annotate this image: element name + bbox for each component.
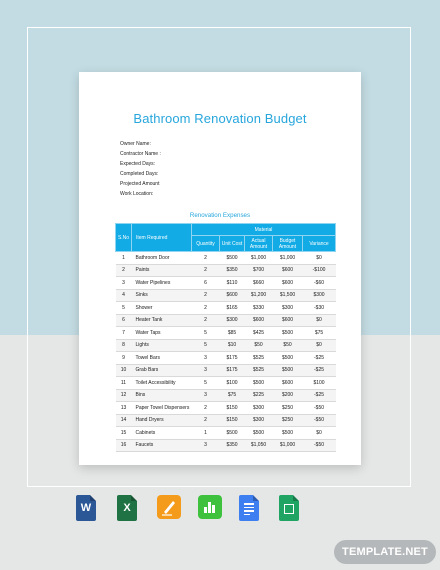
cell-item: Paper Towel Dispensers <box>132 402 192 415</box>
cell-budget-amount: $250 <box>273 402 303 415</box>
cell-item: Shower <box>132 302 192 315</box>
cell-sno: 1 <box>116 252 132 265</box>
expected-days-field: Expected Days: <box>120 161 156 167</box>
cell-sno: 6 <box>116 314 132 327</box>
cell-quantity: 2 <box>192 264 220 277</box>
cell-quantity: 5 <box>192 327 220 340</box>
table-body <box>116 252 336 452</box>
cell-item: Towel Bars <box>132 352 192 365</box>
cell-budget-amount: $250 <box>273 414 303 427</box>
cell-sno: 13 <box>116 402 132 415</box>
cell-actual-amount: $660 <box>245 277 273 290</box>
cell-item: Toilet Accessibility <box>132 377 192 390</box>
cell-item: Bathroom Door <box>132 252 192 265</box>
cell-quantity: 3 <box>192 389 220 402</box>
cell-quantity: 5 <box>192 339 220 352</box>
cell-sno: 7 <box>116 327 132 340</box>
table-row <box>116 414 336 427</box>
table-row <box>116 314 336 327</box>
cell-item: Sinks <box>132 289 192 302</box>
cell-variance: -$50 <box>303 439 336 452</box>
cell-budget-amount: $500 <box>273 327 303 340</box>
table-row <box>116 402 336 415</box>
cell-unit-cost: $85 <box>220 327 245 340</box>
word-icon[interactable]: W <box>76 495 96 521</box>
cell-item: Hand Dryers <box>132 414 192 427</box>
cell-actual-amount: $1,200 <box>245 289 273 302</box>
cell-unit-cost: $350 <box>220 439 245 452</box>
cell-sno: 5 <box>116 302 132 315</box>
table-row <box>116 439 336 452</box>
header-actual-amount: Actual Amount <box>245 236 273 252</box>
header-item: Item Required <box>132 224 192 252</box>
cell-quantity: 3 <box>192 439 220 452</box>
cell-unit-cost: $165 <box>220 302 245 315</box>
cell-unit-cost: $350 <box>220 264 245 277</box>
table-row <box>116 264 336 277</box>
cell-variance: -$50 <box>303 402 336 415</box>
cell-variance: -$25 <box>303 364 336 377</box>
cell-budget-amount: $600 <box>273 264 303 277</box>
cell-variance: -$100 <box>303 264 336 277</box>
cell-budget-amount: $500 <box>273 364 303 377</box>
header-variance: Variance <box>303 236 336 252</box>
cell-unit-cost: $600 <box>220 289 245 302</box>
table-row <box>116 364 336 377</box>
cell-budget-amount: $600 <box>273 314 303 327</box>
cell-budget-amount: $600 <box>273 377 303 390</box>
owner-name-field: Owner Name: <box>120 141 151 147</box>
cell-item: Faucets <box>132 439 192 452</box>
cell-sno: 16 <box>116 439 132 452</box>
cell-quantity: 6 <box>192 277 220 290</box>
cell-variance: $0 <box>303 314 336 327</box>
header-material-group: Material <box>192 224 336 236</box>
cell-item: Paints <box>132 264 192 277</box>
cell-variance: -$30 <box>303 302 336 315</box>
contractor-name-field: Contractor Name : <box>120 151 161 157</box>
cell-actual-amount: $500 <box>245 377 273 390</box>
table-row <box>116 352 336 365</box>
cell-actual-amount: $300 <box>245 414 273 427</box>
cell-budget-amount: $300 <box>273 302 303 315</box>
cell-actual-amount: $600 <box>245 314 273 327</box>
cell-quantity: 3 <box>192 364 220 377</box>
numbers-icon[interactable] <box>198 495 222 519</box>
cell-item: Water Taps <box>132 327 192 340</box>
cell-sno: 14 <box>116 414 132 427</box>
cell-unit-cost: $175 <box>220 352 245 365</box>
cell-sno: 12 <box>116 389 132 402</box>
table-row <box>116 277 336 290</box>
cell-budget-amount: $200 <box>273 389 303 402</box>
cell-sno: 11 <box>116 377 132 390</box>
template-net-badge[interactable]: TEMPLATE.NET <box>334 540 436 564</box>
table-row <box>116 427 336 440</box>
table-row <box>116 389 336 402</box>
table-row <box>116 327 336 340</box>
cell-item: Water Pipelines <box>132 277 192 290</box>
cell-quantity: 2 <box>192 252 220 265</box>
cell-quantity: 3 <box>192 352 220 365</box>
cell-sno: 3 <box>116 277 132 290</box>
cell-quantity: 2 <box>192 302 220 315</box>
cell-unit-cost: $150 <box>220 414 245 427</box>
cell-actual-amount: $525 <box>245 352 273 365</box>
cell-unit-cost: $500 <box>220 252 245 265</box>
cell-unit-cost: $110 <box>220 277 245 290</box>
cell-actual-amount: $700 <box>245 264 273 277</box>
info-fields <box>120 139 161 199</box>
table-row <box>116 377 336 390</box>
cell-sno: 4 <box>116 289 132 302</box>
table-row <box>116 252 336 265</box>
cell-budget-amount: $500 <box>273 427 303 440</box>
document-title: Bathroom Renovation Budget <box>133 111 307 126</box>
excel-icon[interactable]: X <box>117 495 137 521</box>
pen-glyph <box>157 495 181 519</box>
cell-unit-cost: $100 <box>220 377 245 390</box>
cell-variance: -$25 <box>303 352 336 365</box>
table-row <box>116 339 336 352</box>
cell-variance: $300 <box>303 289 336 302</box>
cell-sno: 2 <box>116 264 132 277</box>
table-row <box>116 289 336 302</box>
cell-unit-cost: $150 <box>220 402 245 415</box>
cell-unit-cost: $75 <box>220 389 245 402</box>
table-row <box>116 302 336 315</box>
cell-actual-amount: $500 <box>245 427 273 440</box>
header-sno: S.No <box>116 224 132 252</box>
cell-actual-amount: $525 <box>245 364 273 377</box>
cell-budget-amount: $50 <box>273 339 303 352</box>
cell-item: Grab Bars <box>132 364 192 377</box>
cell-quantity: 2 <box>192 414 220 427</box>
cell-variance: $75 <box>303 327 336 340</box>
header-quantity: Quantity <box>192 236 220 252</box>
google-docs-icon[interactable] <box>239 495 259 521</box>
cell-budget-amount: $1,000 <box>273 439 303 452</box>
app-icon-row <box>0 495 440 525</box>
cell-sno: 9 <box>116 352 132 365</box>
cell-sno: 15 <box>116 427 132 440</box>
expenses-table <box>115 223 336 452</box>
cell-variance: -$60 <box>303 277 336 290</box>
cell-quantity: 5 <box>192 377 220 390</box>
cell-actual-amount: $1,000 <box>245 252 273 265</box>
cell-actual-amount: $1,050 <box>245 439 273 452</box>
cell-actual-amount: $425 <box>245 327 273 340</box>
work-location-field: Work Location: <box>120 191 154 197</box>
document-page <box>79 72 361 465</box>
cell-variance: $0 <box>303 252 336 265</box>
cell-quantity: 2 <box>192 402 220 415</box>
completed-days-field: Completed Days: <box>120 171 159 177</box>
section-title: Renovation Expenses <box>189 212 251 219</box>
cell-sno: 8 <box>116 339 132 352</box>
cell-actual-amount: $330 <box>245 302 273 315</box>
cell-variance: $100 <box>303 377 336 390</box>
cell-unit-cost: $300 <box>220 314 245 327</box>
cell-budget-amount: $500 <box>273 352 303 365</box>
cell-unit-cost: $500 <box>220 427 245 440</box>
cell-sno: 10 <box>116 364 132 377</box>
cell-unit-cost: $10 <box>220 339 245 352</box>
cell-budget-amount: $600 <box>273 277 303 290</box>
cell-actual-amount: $300 <box>245 402 273 415</box>
cell-variance: $0 <box>303 427 336 440</box>
projected-amount-field: Projected Amount <box>120 181 160 187</box>
cell-item: Bins <box>132 389 192 402</box>
cell-variance: $0 <box>303 339 336 352</box>
header-budget-amount: Budget Amount <box>273 236 303 252</box>
cell-unit-cost: $175 <box>220 364 245 377</box>
cell-item: Lights <box>132 339 192 352</box>
cell-quantity: 2 <box>192 314 220 327</box>
google-sheets-icon[interactable] <box>279 495 299 521</box>
cell-actual-amount: $50 <box>245 339 273 352</box>
header-unit-cost: Unit Cost <box>220 236 245 252</box>
cell-variance: -$25 <box>303 389 336 402</box>
cell-item: Heater Tank <box>132 314 192 327</box>
cell-variance: -$50 <box>303 414 336 427</box>
cell-item: Cabinets <box>132 427 192 440</box>
cell-budget-amount: $1,500 <box>273 289 303 302</box>
cell-quantity: 1 <box>192 427 220 440</box>
cell-budget-amount: $1,000 <box>273 252 303 265</box>
pages-icon[interactable] <box>157 495 181 519</box>
cell-quantity: 2 <box>192 289 220 302</box>
cell-actual-amount: $225 <box>245 389 273 402</box>
